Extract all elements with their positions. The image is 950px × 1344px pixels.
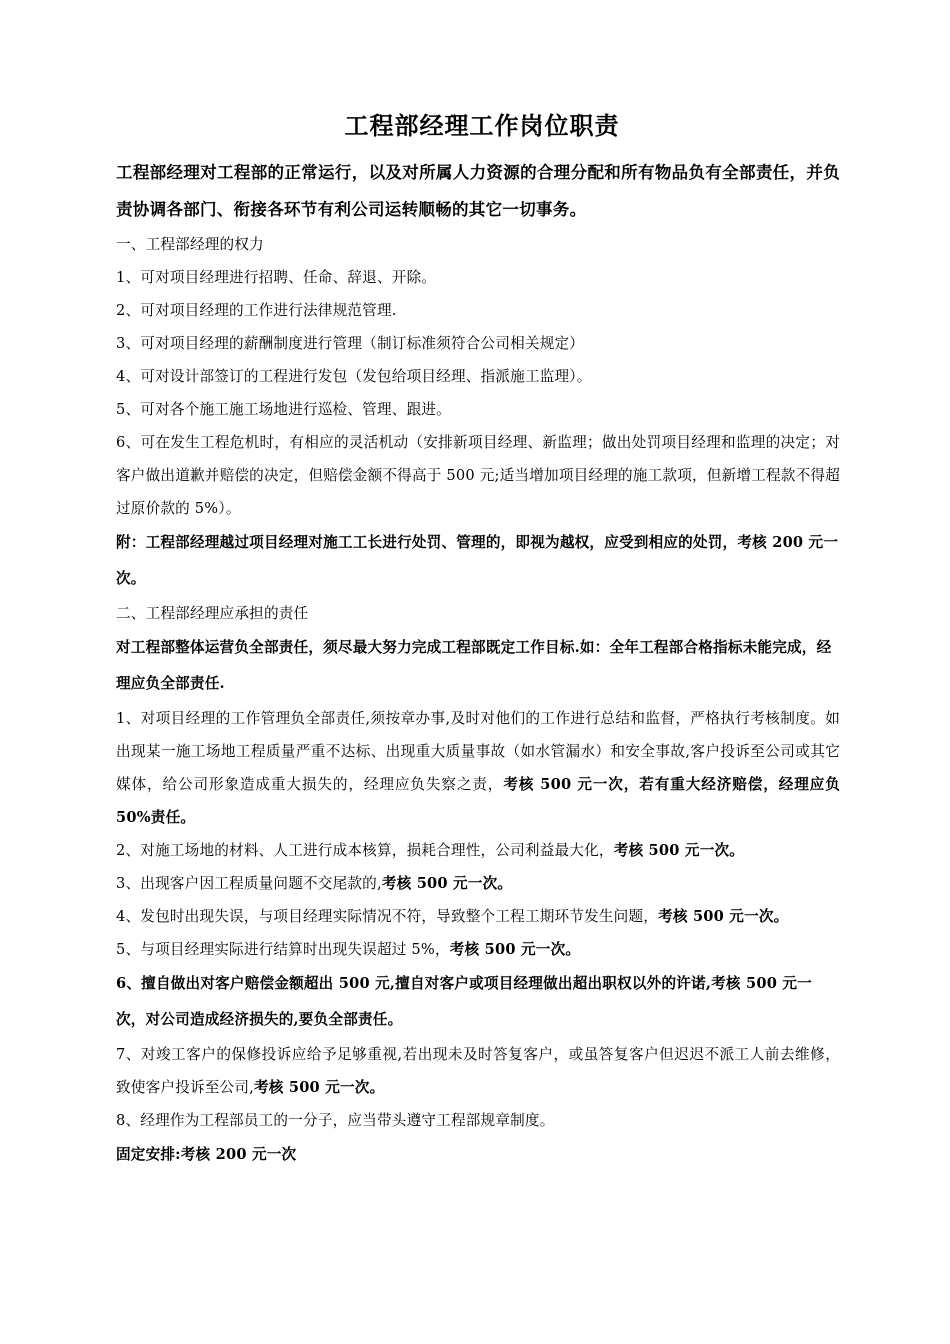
item2-text: 2、对施工场地的材料、人工进行成本核算，损耗合理性，公司利益最大化， [116, 842, 614, 859]
item2-penalty: 考核 500 元一次。 [613, 842, 745, 859]
document-page [116, 106, 840, 1173]
section1-heading: 一、工程部经理的权力 [116, 236, 264, 253]
item4-penalty: 考核 500 元一次。 [658, 908, 789, 925]
item5-text: 5、与项目经理实际进行结算时出现失误超过 5%， [116, 941, 450, 958]
responsibility-item-2 [116, 834, 840, 867]
fixed-arrangement: 固定安排:考核 200 元一次 [116, 1146, 297, 1163]
item3-penalty: 考核 500 元一次。 [381, 875, 513, 892]
item3-text: 3、出现客户因工程质量问题不交尾款的, [116, 875, 382, 892]
responsibility-item-5 [116, 933, 840, 966]
item1-penalty: 考核 500 元一次，若有重大经济赔偿，经理应负 50%责任。 [116, 776, 840, 826]
power-item-3: 3、可对项目经理的薪酬制度进行管理（制订标准须符合公司相关规定） [116, 335, 585, 352]
responsibility-item-4 [116, 900, 840, 933]
responsibility-item-3 [116, 867, 840, 900]
item1-text: 1、对项目经理的工作管理负全部责任,须按章办事,及时对他们的工作进行总结和监督，严格执行考核制度。如出现某一施工场地工程质量严重不达标、出现重大质量事故（如水管漏水）和安全事故,客户投诉至公司或其它媒体，给公司形象造成重大损失的，经理应负失察之责， [116, 710, 840, 793]
responsibility-item-6: 6、擅自做出对客户赔偿金额超出 500 元,擅自对客户或项目经理做出超出职权以外的许诺,考核 500 元一次，对公司造成经济损失的,要负全部责任。 [116, 975, 812, 1028]
item5-penalty: 考核 500 元一次。 [449, 941, 581, 958]
power-item-1: 1、可对项目经理进行招聘、任命、辞退、开除。 [116, 269, 437, 286]
responsibility-item-7 [116, 1038, 840, 1104]
intro-paragraph: 工程部经理对工程部的正常运行，以及对所属人力资源的合理分配和所有物品负有全部责任，并负责协调各部门、衔接各环节有利公司运转顺畅的其它一切事务。 [116, 163, 840, 219]
item7-text: 7、对竣工客户的保修投诉应给予足够重视,若出现未及时答复客户，或虽答复客户但迟迟不派工人前去维修，致使客户投诉至公司, [116, 1046, 840, 1096]
power-item-5: 5、可对各个施工施工场地进行巡检、管理、跟进。 [116, 401, 451, 418]
page-title: 工程部经理工作岗位职责 [344, 111, 620, 140]
responsibility-item-1 [116, 702, 840, 834]
item4-text: 4、发包时出现失误，与项目经理实际情况不符，导致整个工程工期环节发生问题， [116, 908, 659, 925]
responsibility-lead: 对工程部整体运营负全部责任，须尽最大努力完成工程部既定工作目标.如：全年工程部合格指标未能完成，经理应负全部责任. [116, 639, 832, 692]
power-item-4: 4、可对设计部签订的工程进行发包（发包给项目经理、指派施工监理）。 [116, 368, 592, 385]
item7-penalty: 考核 500 元一次。 [253, 1079, 385, 1096]
section2-heading: 二、工程部经理应承担的责任 [116, 605, 309, 622]
responsibility-item-8: 8、经理作为工程部员工的一分子，应当带头遵守工程部规章制度。 [116, 1112, 555, 1129]
power-item-2: 2、可对项目经理的工作进行法律规范管理. [116, 302, 397, 319]
overreach-note: 附：工程部经理越过项目经理对施工工长进行处罚、管理的，即视为越权，应受到相应的处罚，考核 200 元一次。 [116, 534, 839, 587]
power-item-6: 6、可在发生工程危机时，有相应的灵活机动（安排新项目经理、新监理；做出处罚项目经理和监理的决定；对客户做出道歉并赔偿的决定，但赔偿金额不得高于 500 元;适当增加项目经理的施工款项，但新增工程款不得超过原价款的 5%）。 [116, 434, 840, 517]
